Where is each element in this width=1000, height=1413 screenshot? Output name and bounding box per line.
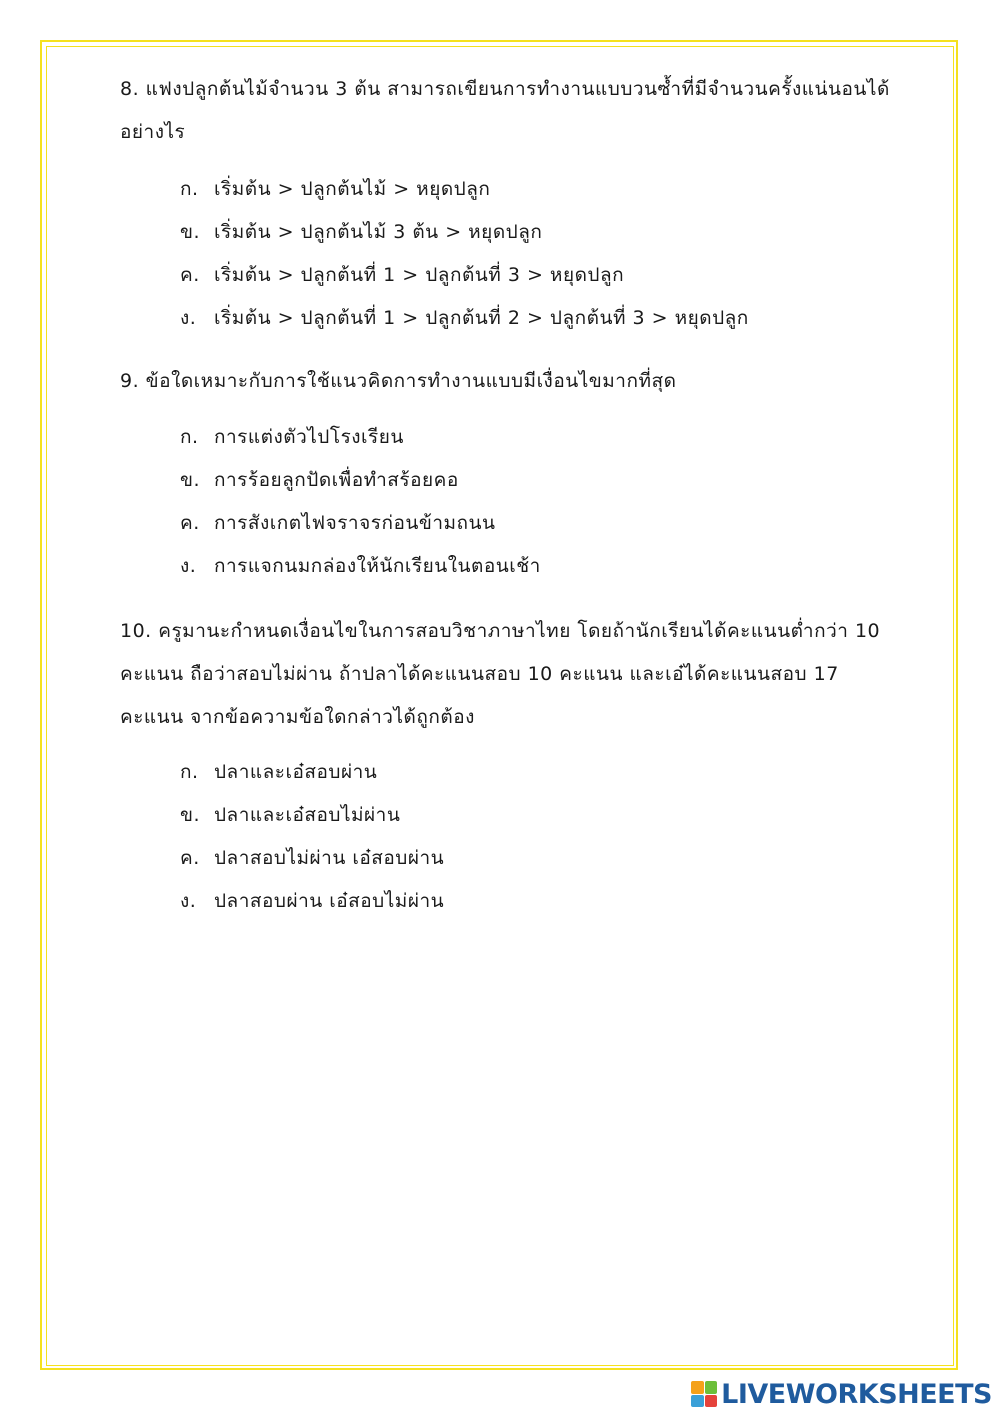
brand-footer xyxy=(691,1378,992,1410)
option-marker: ก. xyxy=(180,761,199,783)
option-marker: ค. xyxy=(180,847,200,869)
option-text: ปลาสอบผ่าน เอ๋สอบไม่ผ่าน xyxy=(214,890,445,912)
question-9-option-b[interactable] xyxy=(180,459,900,502)
question-line: 9. ข้อใดเหมาะกับการใช้แนวคิดการทำงานแบบมีเงื่อนไขมากที่สุด xyxy=(120,370,677,392)
option-text: เริ่มต้น > ปลูกต้นที่ 1 > ปลูกต้นที่ 3 > หยุดปลูก xyxy=(214,264,625,286)
question-line: อย่างไร xyxy=(120,121,186,143)
option-text: เริ่มต้น > ปลูกต้นไม้ > หยุดปลูก xyxy=(214,178,491,200)
option-marker: ง. xyxy=(180,307,197,329)
question-10-text xyxy=(120,610,920,739)
option-text: ปลาและเอ๋สอบผ่าน xyxy=(214,761,378,783)
option-marker: ข. xyxy=(180,221,201,243)
option-marker: ข. xyxy=(180,469,201,491)
option-text: การสังเกตไฟจราจรก่อนข้ามถนน xyxy=(214,512,496,534)
brand-name: LIVEWORKSHEETS xyxy=(721,1378,992,1410)
option-marker: ค. xyxy=(180,512,200,534)
question-8-option-d[interactable] xyxy=(180,297,900,340)
option-text: ปลาสอบไม่ผ่าน เอ๋สอบผ่าน xyxy=(214,847,445,869)
question-line: 10. ครูมานะกำหนดเงื่อนไขในการสอบวิชาภาษาไทย โดยถ้านักเรียนได้คะแนนต่ำกว่า 10 xyxy=(120,620,881,642)
option-text: เริ่มต้น > ปลูกต้นไม้ 3 ต้น > หยุดปลูก xyxy=(214,221,543,243)
option-text: การแจกนมกล่องให้นักเรียนในตอนเช้า xyxy=(214,555,541,577)
question-line: คะแนน ถือว่าสอบไม่ผ่าน ถ้าปลาได้คะแนนสอบ 10 คะแนน และเอ๋ได้คะแนนสอบ 17 xyxy=(120,663,839,685)
question-9-option-d[interactable] xyxy=(180,545,900,588)
option-marker: ง. xyxy=(180,890,197,912)
question-9-text xyxy=(120,360,920,403)
option-marker: ค. xyxy=(180,264,200,286)
question-10-option-b[interactable] xyxy=(180,794,900,837)
option-marker: ก. xyxy=(180,426,199,448)
option-text: ปลาและเอ๋สอบไม่ผ่าน xyxy=(214,804,401,826)
option-marker: ง. xyxy=(180,555,197,577)
option-text: เริ่มต้น > ปลูกต้นที่ 1 > ปลูกต้นที่ 2 > ปลูกต้นที่ 3 > หยุดปลูก xyxy=(214,307,749,329)
question-8-option-b[interactable] xyxy=(180,211,900,254)
question-10-option-d[interactable] xyxy=(180,880,900,923)
question-line: คะแนน จากข้อความข้อใดกล่าวได้ถูกต้อง xyxy=(120,706,475,728)
option-text: การร้อยลูกปัดเพื่อทำสร้อยคอ xyxy=(214,469,459,491)
option-marker: ข. xyxy=(180,804,201,826)
question-line: 8. แฟงปลูกต้นไม้จำนวน 3 ต้น สามารถเขียนการทำงานแบบวนซ้ำที่มีจำนวนครั้งแน่นอนได้ xyxy=(120,78,890,100)
liveworksheets-logo-icon xyxy=(691,1381,717,1407)
option-text: การแต่งตัวไปโรงเรียน xyxy=(214,426,404,448)
question-10-option-a[interactable] xyxy=(180,751,900,794)
question-9-option-c[interactable] xyxy=(180,502,900,545)
option-marker: ก. xyxy=(180,178,199,200)
question-9-option-a[interactable] xyxy=(180,416,900,459)
question-8-text xyxy=(120,68,920,154)
question-8-option-c[interactable] xyxy=(180,254,900,297)
question-8-option-a[interactable] xyxy=(180,168,900,211)
question-10-option-c[interactable] xyxy=(180,837,900,880)
